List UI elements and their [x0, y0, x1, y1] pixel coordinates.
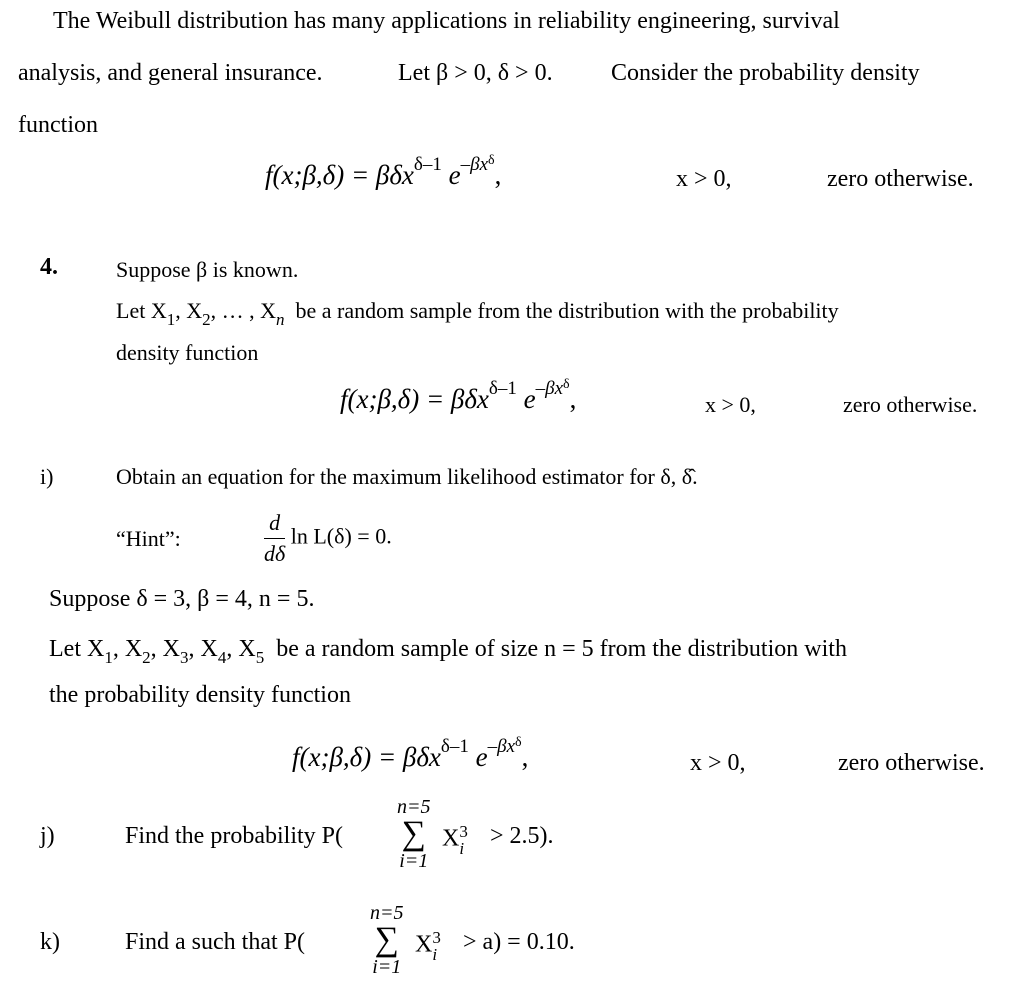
qk-label: k) [40, 929, 60, 955]
intro-line-1: The Weibull distribution has many applications in reliability engineering, survival [53, 8, 840, 34]
params-line-1: Suppose δ = 3, β = 4, n = 5. [49, 586, 315, 612]
pdf-formula-2: f(x;β,δ) = βδx$^{\delta-1}$ $e^{-\beta x^\delta}$, [340, 377, 577, 414]
pdf-formula-3: f(x;β,δ) = βδx$^{\delta-1}$ $e^{-\beta x^\delta}$, [292, 735, 529, 772]
pdf-domain-3: x > 0, [690, 750, 746, 776]
hint-rest: ln L(δ) = 0. [290, 523, 392, 549]
qi-text: Obtain an equation for the maximum likelihood estimator for δ, δ̂. [116, 464, 698, 489]
intro-line-2b: Let β > 0, δ > 0. [398, 60, 553, 86]
pdf-lhs: f(x;β,δ) = βδx [265, 160, 414, 190]
qi-hint-label: “Hint”: [116, 526, 181, 551]
qi-hint-formula [264, 508, 392, 569]
hint-den: dδ [264, 541, 286, 566]
qk-sum: n=5 ∑ i=1 [370, 902, 404, 978]
pdf-otherwise-3: zero otherwise. [838, 750, 985, 776]
pdf-otherwise-1: zero otherwise. [827, 166, 974, 192]
qj-term: X 3 i [442, 822, 468, 858]
q4-line-3: density function [116, 340, 259, 365]
qk-text: Find a such that P( [125, 929, 305, 955]
sigma-icon: ∑ [374, 921, 399, 958]
qj-after: > 2.5). [490, 823, 554, 849]
pdf-domain-1: x > 0, [676, 166, 732, 192]
pdf-otherwise-2: zero otherwise. [843, 392, 978, 417]
q4-line-2b: be a random sample from the distribution with the probability [295, 298, 839, 323]
q4-line-1: Suppose β is known. [116, 257, 299, 282]
intro-line-2c: Consider the probability density [611, 60, 920, 86]
qj-label: j) [40, 823, 55, 849]
params-line-3: the probability density function [49, 682, 351, 708]
pdf-exp2b: δ [488, 153, 495, 168]
pdf-exp2: –βx [460, 154, 489, 175]
hint-num: d [264, 508, 285, 539]
intro-line-3: function [18, 112, 98, 138]
intro-line-2a: analysis, and general insurance. [18, 60, 323, 86]
params-line-2b: be a random sample of size n = 5 from the distribution with [276, 636, 847, 662]
qj-text: Find the probability P( [125, 823, 343, 849]
pdf-formula-1 [265, 153, 502, 191]
pdf-domain-2: x > 0, [705, 392, 756, 417]
qj-sum: n=5 ∑ i=1 [397, 796, 431, 872]
qi-label: i) [40, 464, 54, 489]
pdf-e: e [448, 160, 461, 190]
sigma-icon: ∑ [401, 815, 426, 852]
pdf-exp1: δ–1 [413, 154, 442, 175]
qk-term: X 3 i [415, 928, 441, 964]
params-line-2: Let $X_1$, $X_2$, $X_3$, $X_4$, $X_5$ be a random sample of size n = 5 from the distribution with [49, 636, 847, 667]
qk-after: > a) = 0.10. [463, 929, 575, 955]
q4-number: 4. [40, 254, 58, 280]
pdf-comma: , [494, 160, 502, 190]
q4-line-2: Let $X_1$, $X_2$, … , $X_n$ be a random sample from the distribution with the probability [116, 298, 839, 329]
